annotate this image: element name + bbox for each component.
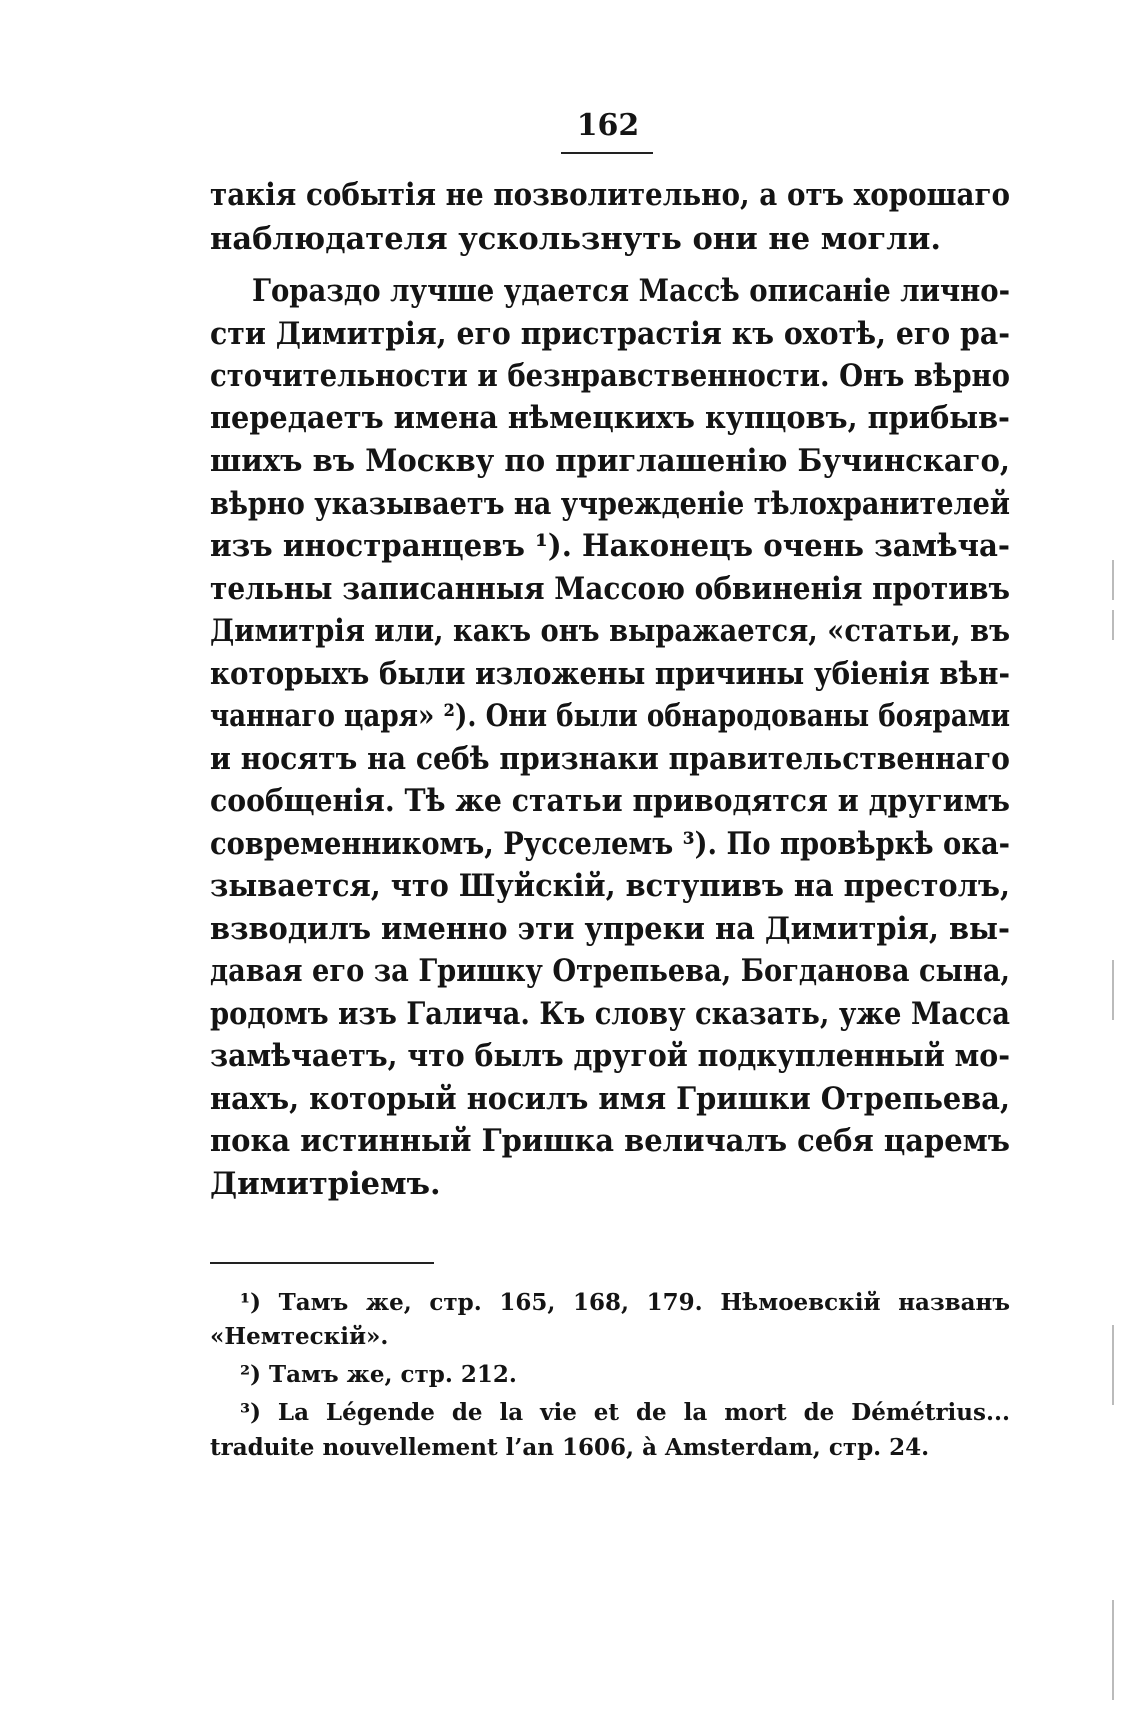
footnote-line: traduite nouvellement l’an 1606, à Amsterdam, стр. 24. (210, 1434, 930, 1461)
body-line: тельны записанныя Массою обвиненія противъ (210, 571, 1010, 607)
body-line: сточительности и безнравственности. Онъ вѣрно (210, 358, 1010, 394)
scan-mark (1112, 1600, 1114, 1700)
body-line: сти Димитрія, его пристрастія къ охотѣ, его ра- (210, 316, 1010, 352)
footnote-line: ¹) Тамъ же, стр. 165, 168, 179. Нѣмоевскій названъ (240, 1289, 1010, 1316)
body-line: и носятъ на себѣ признаки правительственнаго (210, 741, 1010, 777)
body-line: родомъ изъ Галича. Къ слову сказать, уже Масса (210, 996, 1010, 1032)
scan-mark (1112, 1325, 1114, 1405)
footnote-line: ²) Тамъ же, стр. 212. (240, 1361, 517, 1388)
body-line: такія событія не позволительно, а отъ хорошаго (210, 177, 1010, 213)
body-line: наблюдателя ускользнуть они не могли. (210, 221, 941, 257)
body-line: сообщенія. Тѣ же статьи приводятся и другимъ (210, 783, 1010, 819)
body-line: давая его за Гришку Отрепьева, Богданова сына, (210, 953, 1010, 989)
scan-mark (1112, 560, 1114, 600)
body-line: пока истинный Гришка величалъ себя царемъ (210, 1123, 1010, 1159)
body-line: Гораздо лучше удается Массѣ описаніе лично- (252, 273, 1010, 309)
footnote-line: ³) La Légende de la vie et de la mort de Démétrius... (240, 1399, 1010, 1426)
body-line: изъ иностранцевъ ¹). Наконецъ очень замѣча- (210, 528, 1010, 564)
body-line: передаетъ имена нѣмецкихъ купцовъ, прибыв- (210, 400, 1010, 436)
body-line: шихъ въ Москву по приглашенію Бучинскаго, (210, 443, 1010, 479)
scan-mark (1112, 610, 1114, 640)
body-line: которыхъ были изложены причины убіенія вѣн- (210, 656, 1010, 692)
footnote-separator (210, 1262, 434, 1264)
body-line: замѣчаетъ, что былъ другой подкупленный мо- (210, 1038, 1010, 1074)
page-number: 162 (576, 108, 640, 143)
body-line: взводилъ именно эти упреки на Димитрія, вы- (210, 911, 1010, 947)
page-number-underline (561, 152, 653, 154)
body-line: современникомъ, Русселемъ ³). По провѣркѣ ока- (210, 826, 1010, 862)
footnote-line: «Немтескій». (210, 1323, 389, 1350)
body-line: Димитрія или, какъ онъ выражается, «статьи, въ (210, 613, 1010, 649)
body-line: Димитріемъ. (210, 1166, 441, 1202)
body-line: вѣрно указываетъ на учрежденіе тѣлохранителей (210, 486, 1010, 522)
body-line: нахъ, который носилъ имя Гришки Отрепьева, (210, 1081, 1010, 1117)
body-line: зывается, что Шуйскій, вступивъ на престолъ, (210, 868, 1010, 904)
scan-mark (1112, 960, 1114, 1020)
body-line: чаннаго царя» ²). Они были обнародованы боярами (210, 698, 1010, 734)
